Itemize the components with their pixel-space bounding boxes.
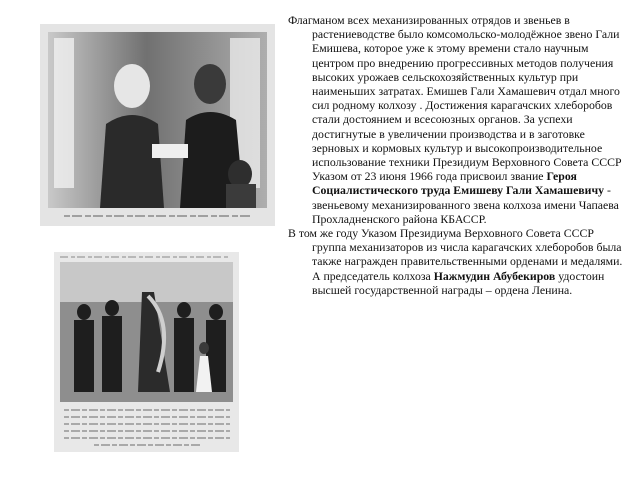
archive-photo-group-with-banner bbox=[54, 252, 239, 452]
paragraph2-text-end: удостоин высшей государственной награды – ордена Ленина. bbox=[312, 268, 605, 297]
paragraph1-text: Флагманом всех механизированных отрядов и звеньев в растениеводстве было комсомольско-молодёжное звено Гали Емишева, которое уже к этому времени стало научным центром про внедрению прогрессивных методов получения высоких урожаев сельскохозяйственных культур при наименьших затратах. Емишев Гали Хамашевич отдал много сил родному колхозу . Достижения карагачских хлеборобов стали достоянием и всесоюзных органов. За успехи достигнутые в увеличении производства и в заготовке зерновых и кормовых культур и высокопроизводительное использование техники Президиум Верховного Совета СССР Указом от 23 июня 1966 года присвоил звание bbox=[288, 13, 622, 184]
article-text bbox=[288, 13, 628, 297]
paragraph2-bold: Нажмудин Абубекиров bbox=[433, 268, 556, 283]
archive-photo-award-ceremony bbox=[40, 24, 275, 226]
paragraph-orders-medals bbox=[288, 226, 628, 297]
paragraph2-text: В том же году Указом Президиума Верховного Совета СССР группа механизаторов из числа карагачских хлеборобов была также награжден правительственными орденами и медалями. А председатель колхоза bbox=[288, 226, 623, 283]
paragraph-hero-award bbox=[288, 13, 628, 226]
paragraph1-text-end: - звеньевому механизированного звена колхоза имени Чапаева Прохладненского района КБАССР. bbox=[312, 183, 619, 226]
paragraph1-bold: Героя Социалистического труда Емишеву Гали Хамашевичу bbox=[312, 169, 605, 198]
